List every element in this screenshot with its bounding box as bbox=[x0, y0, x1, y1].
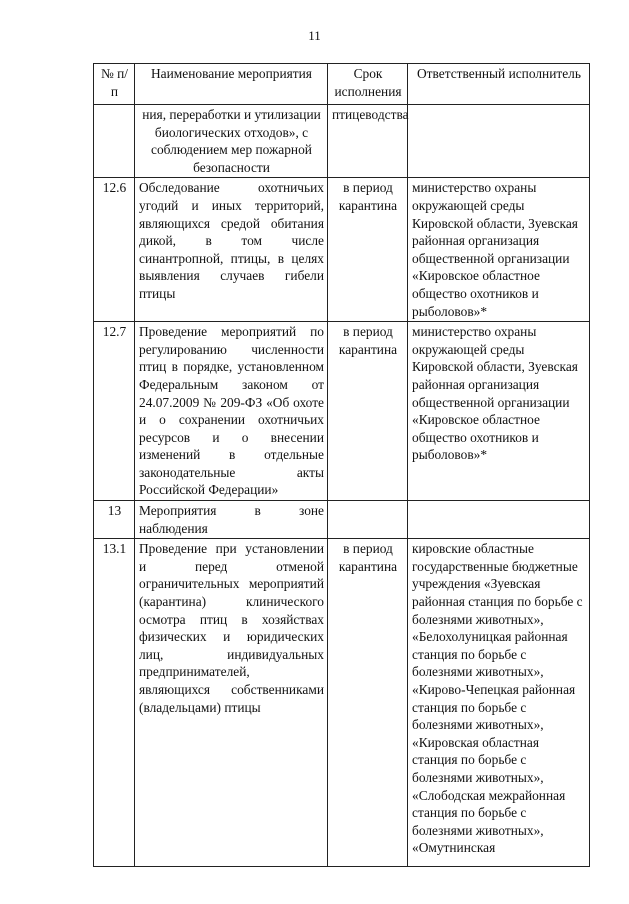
table-header-row bbox=[94, 64, 590, 105]
table-row bbox=[94, 178, 590, 322]
row-responsible: министерство охраны окружающей среды Кировской области, Зуевская районная организация общественной организации «Кировское областное общество охотников и рыболовов»* bbox=[408, 322, 590, 501]
table-row bbox=[94, 539, 590, 867]
header-responsible: Ответственный исполнитель bbox=[408, 64, 590, 105]
header-name: Наименование мероприятия bbox=[135, 64, 328, 105]
row-num: 12.6 bbox=[94, 178, 135, 322]
row-name: Обследование охотничьих угодий и иных территорий, являющихся средой обитания дикой, в том числе синантропной, птицы, в целях выявления случаев гибели птицы bbox=[135, 178, 328, 322]
header-term: Срок исполнения bbox=[328, 64, 408, 105]
table-row bbox=[94, 105, 590, 178]
row-term: в период карантина bbox=[328, 178, 408, 322]
row-term: птицеводства bbox=[328, 105, 408, 178]
row-num: 12.7 bbox=[94, 322, 135, 501]
row-num: 13.1 bbox=[94, 539, 135, 867]
row-responsible bbox=[408, 105, 590, 178]
page-number: 11 bbox=[308, 28, 321, 43]
row-name: Мероприятия в зоне наблюдения bbox=[135, 501, 328, 539]
row-name: Проведение при установлении и перед отменой ограничительных мероприятий (карантина) клинического осмотра птиц в хозяйствах физических и юридических лиц, индивидуальных предпринимателей, являющихся собственниками (владельцами) птицы bbox=[135, 539, 328, 867]
row-responsible: кировские областные государственные бюджетные учреждения «Зуевская районная станция по борьбе с болезнями животных», «Белохолуницкая районная станция по борьбе с болезнями животных», «Кирово-Чепецкая районная станция по борьбе с болезнями животных», «Кировская областная станция по борьбе с болезнями животных», «Слободская межрайонная станция по борьбе с болезнями животных», «Омутнинская bbox=[408, 539, 590, 867]
row-name: ния, переработки и утилизации биологических отходов», с соблюдением мер пожарной безопасности bbox=[135, 105, 328, 178]
header-num: № п/п bbox=[94, 64, 135, 105]
row-num: 13 bbox=[94, 501, 135, 539]
row-term: в период карантина bbox=[328, 539, 408, 867]
row-responsible: министерство охраны окружающей среды Кировской области, Зуевская районная организация общественной организации «Кировское областное общество охотников и рыболовов»* bbox=[408, 178, 590, 322]
table-row bbox=[94, 322, 590, 501]
measures-table bbox=[93, 63, 590, 867]
row-name: Проведение мероприятий по регулированию численности птиц в порядке, установленном Федеральным законом от 24.07.2009 № 209-ФЗ «Об охоте и о сохранении охотничьих ресурсов и о внесении изменений в отдельные законодательные акты Российской Федерации» bbox=[135, 322, 328, 501]
row-num bbox=[94, 105, 135, 178]
row-term: в период карантина bbox=[328, 322, 408, 501]
row-responsible bbox=[408, 501, 590, 539]
row-term bbox=[328, 501, 408, 539]
table-row bbox=[94, 501, 590, 539]
